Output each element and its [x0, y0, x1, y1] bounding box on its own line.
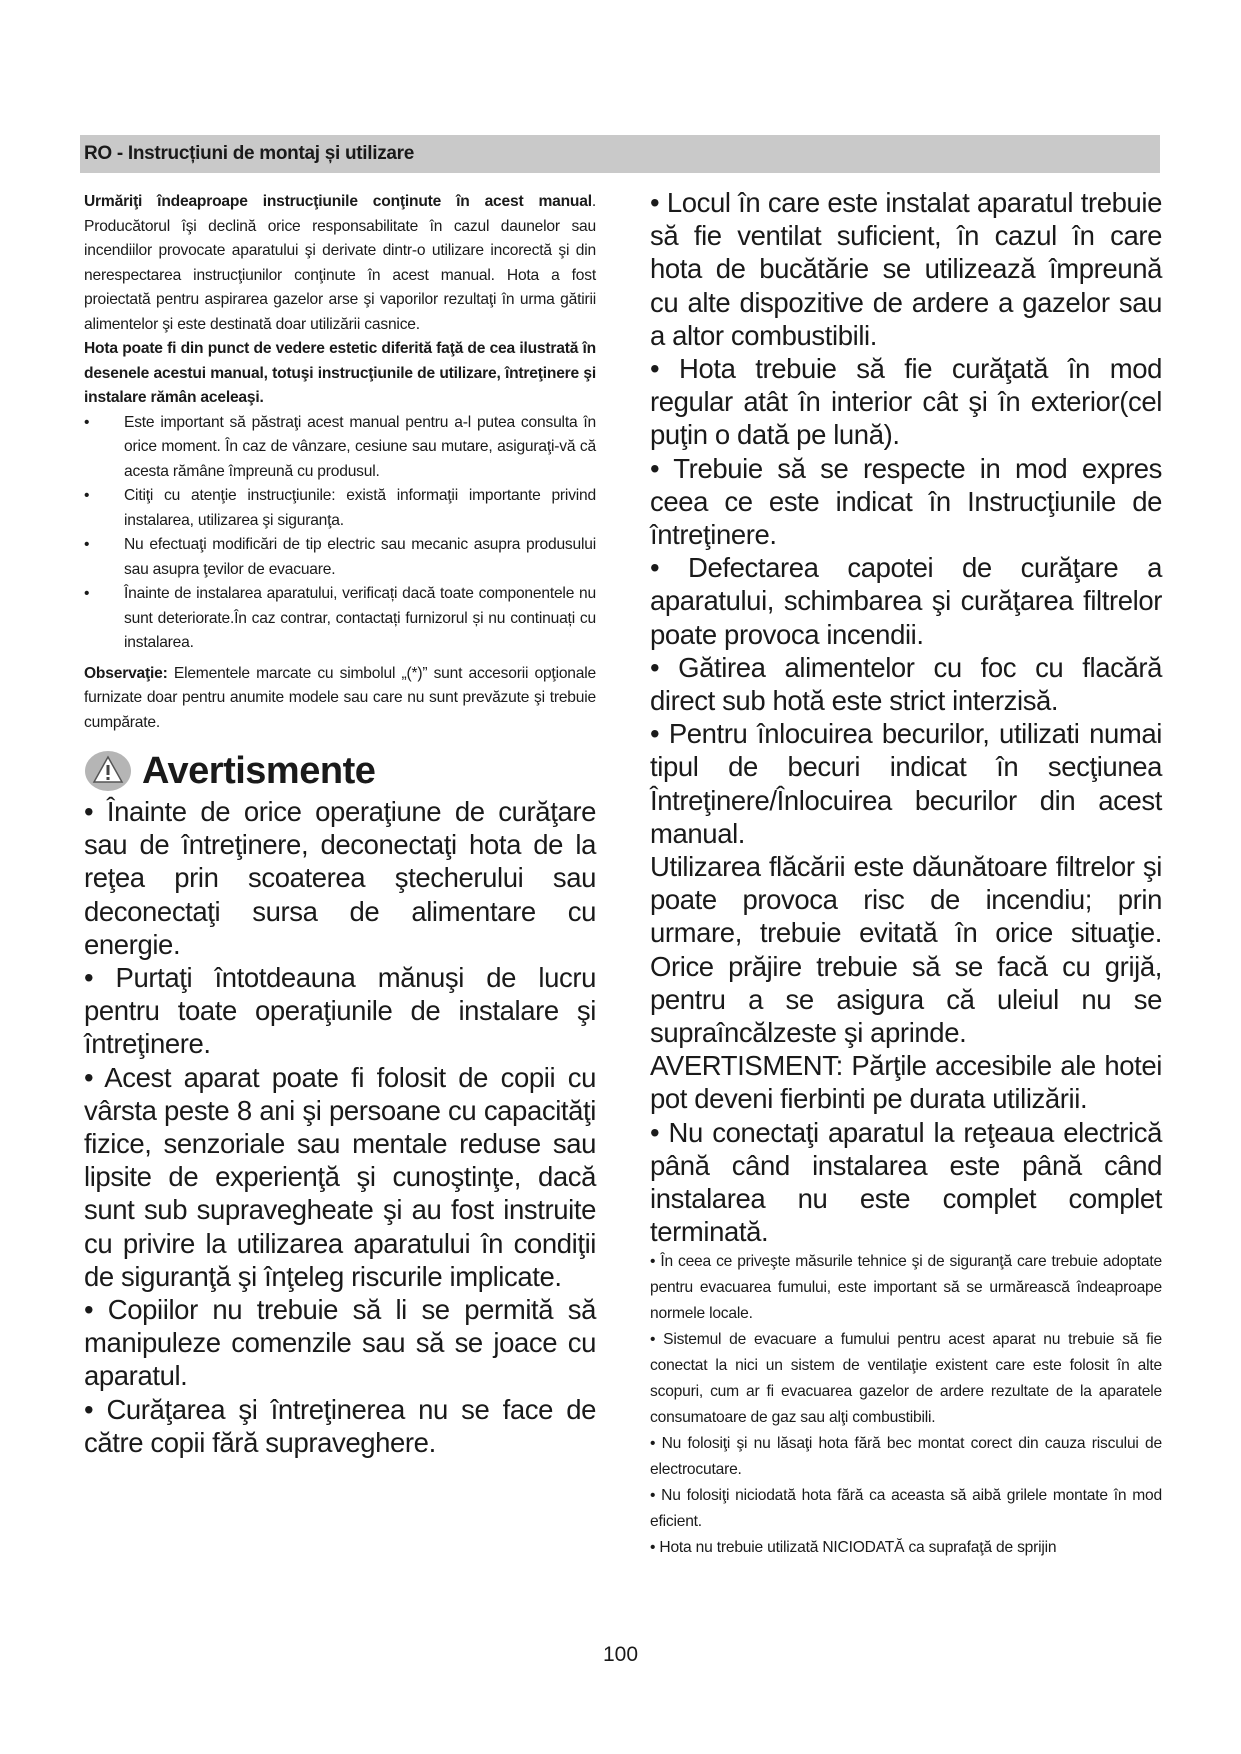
warning-item: • Hota trebuie să fie curăţată în mod regular atât în interior cât şi în exterior(cel puţin o dată pe lună).	[650, 353, 1162, 451]
right-column	[650, 186, 1162, 1561]
bullet-icon: •	[84, 413, 90, 431]
warning-item: • Nu conectaţi aparatul la reţeaua electrică până când instalarea este până când instalarea nu este complet complet terminată.	[650, 1116, 1162, 1248]
warning-item: • Curăţarea şi întreţinerea nu se face de către copii fără supraveghere.	[84, 1393, 596, 1458]
warnings-title: Avertismente	[142, 750, 376, 792]
intro-paragraph	[84, 190, 596, 337]
warning-triangle-icon	[84, 750, 132, 792]
list-item: • Citiţi cu atenţie instrucţiunile: există informaţii importante privind instalarea, utilizarea şi siguranţa.	[84, 484, 596, 533]
warning-item: Utilizarea flăcării este dăunătoare filtrelor şi poate provoca risc de incendiu; prin urmare, trebuie evitată în orice situaţie. Orice prăjire trebuie să se facă cu grijă, pentru a se asigura că uleiul nu se supraîncălzeste şi aprinde.	[650, 851, 1162, 1049]
warning-item: • Locul în care este instalat aparatul trebuie să fie ventilat suficient, în cazul în care hota de bucătărie se utilizează împreună cu alte dispozitive de ardere a gazelor sau a altor combustibili.	[650, 187, 1162, 351]
section-header	[80, 135, 1160, 173]
observation-paragraph	[84, 662, 596, 736]
warning-item: AVERTISMENT: Părţile accesibile ale hotei pot deveni fierbinti pe durata utilizării.	[650, 1050, 1162, 1115]
intro-block	[84, 190, 596, 735]
warnings-left-block	[84, 795, 596, 1459]
intro-bold-lead: Urmăriţi îndeaproape instrucţiunile conţinute în acest manual	[84, 193, 592, 210]
warning-item: • Nu folosiţi şi nu lăsaţi hota fără bec montat corect din cauza riscului de electrocutare.	[650, 1434, 1162, 1478]
bullet-icon: •	[84, 536, 90, 553]
warnings-heading	[84, 749, 596, 793]
bullet-icon: •	[84, 487, 90, 504]
warning-item: • Înainte de orice operaţiune de curăţare sau de întreţinere, deconectaţi hota de la reţea prin scoaterea ştecherului sau deconectaţi sursa de alimentare cu energie.	[84, 796, 596, 960]
observation-text: Elementele marcate cu simbolul „(*)” sunt accesorii opţionale furnizate doar pentru anumite modele sau care nu sunt prevăzute şi trebuie cumpărate.	[84, 664, 596, 731]
warning-item: • Trebuie să se respecte in mod expres ceea ce este indicat în Instrucţiunile de întreţinere.	[650, 452, 1162, 551]
list-item: • Este important să păstraţi acest manual pentru a-l putea consulta în orice moment. În caz de vânzare, cesiune sau mutare, asiguraţi-vă că acesta rămâne împreună cu produsul.	[84, 411, 596, 485]
list-item: • Nu efectuaţi modificări de tip electric sau mecanic asupra produsului sau asupra ţevilor de evacuare.	[84, 533, 596, 582]
warning-item: • Nu folosiţi niciodată hota fără ca aceasta să aibă grilele montate în mod eficient.	[650, 1486, 1162, 1530]
page-number: 100	[602, 1643, 639, 1666]
observation-label: Observaţie:	[84, 664, 168, 682]
warnings-right-small-block	[650, 1249, 1162, 1561]
warning-item: • Gătirea alimentelor cu foc cu flacără direct sub hotă este strict interzisă.	[650, 651, 1162, 717]
warning-item: • Acest aparat poate fi folosit de copii cu vârsta peste 8 ani şi persoane cu capacităţi fizice, senzoriale sau mentale reduse sau lipsite de experienţă şi cunoştinţe, dacă sunt sub supravegheate şi au fost instruite cu privire la utilizarea aparatului în condiţii de siguranţă şi înţeleg riscurile implicate.	[84, 1061, 596, 1292]
warning-item: • Pentru înlocuirea becurilor, utilizati numai tipul de becuri indicat în secţiunea Întreţinere/Înlocuirea becurilor din acest manual.	[650, 718, 1162, 849]
warning-item: • Purtaţi întotdeauna mănuşi de lucru pentru toate operaţiunile de instalare şi întreţinere.	[84, 962, 596, 1060]
warning-item: • Defectarea capotei de curăţare a aparatului, schimbarea şi curăţarea filtrelor poate provoca incendii.	[650, 552, 1162, 650]
left-column	[84, 190, 596, 1459]
intro-text: . Producătorul îşi declină orice responsabilitate în cazul daunelor sau incendiilor provocate aparatului şi derivate dintr-o utilizare incorectă şi din nerespectarea instrucţiunilor conţinute în acest manual. Hota a fost proiectată pentru aspirarea gazelor arse şi vaporilor rezultaţi în urma gătirii alimentelor şi este destinată doar utilizării casnice.	[84, 193, 596, 333]
intro-bold-paragraph: Hota poate fi din punct de vedere estetic diferită faţă de cea ilustrată în desenele acestui manual, totuşi instrucţiunile de utilizare, întreţinere şi instalare rămân aceleaşi.	[84, 340, 596, 406]
intro-bullet-list	[84, 411, 596, 656]
bullet-icon: •	[84, 585, 90, 602]
warning-item: • Sistemul de evacuare a fumului pentru acest aparat nu trebuie să fie conectat la nici un sistem de ventilaţie existent care este folosit în alte scopuri, cum ar fi evacuarea gazelor de ardere rezultate de la aparatele consumatoare de gaz sau alţi combustibili.	[650, 1330, 1162, 1426]
warning-item: • Hota nu trebuie utilizată NICIODATĂ ca suprafaţă de sprijin	[650, 1538, 1057, 1556]
section-title: RO - Instrucțiuni de montaj și utilizare	[84, 143, 415, 164]
warnings-right-block	[650, 186, 1162, 1249]
list-item: • Înainte de instalarea aparatului, verificați dacă toate componentele nu sunt deteriorate.În caz contrar, contactați furnizorul și nu continuați cu instalarea.	[84, 582, 596, 656]
warning-item: • În ceea ce priveşte măsurile tehnice şi de siguranţă care trebuie adoptate pentru evacuarea fumului, este important să se urmărească îndeaproape normele locale.	[650, 1252, 1162, 1322]
warning-item: • Copiilor nu trebuie să li se permită să manipuleze comenzile sau să se joace cu aparatul.	[84, 1294, 596, 1392]
